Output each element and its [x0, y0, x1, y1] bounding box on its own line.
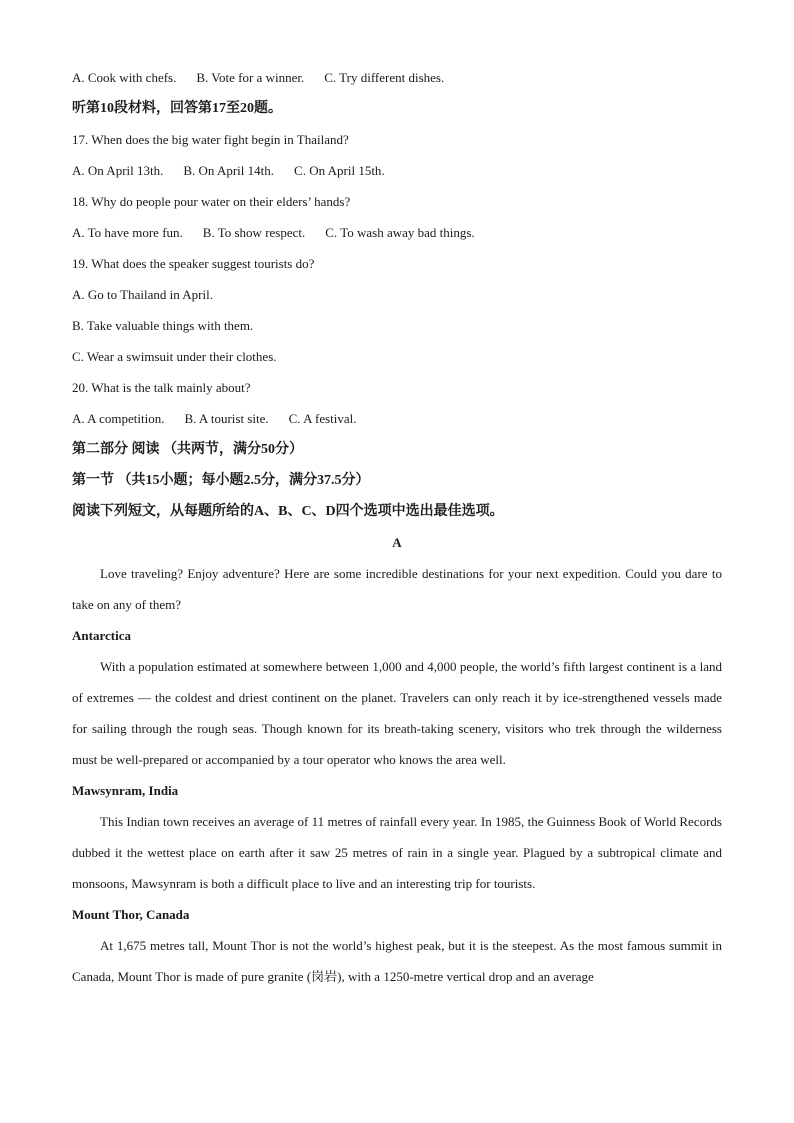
- q17-option-c: C. On April 15th.: [294, 163, 385, 178]
- q17-option-a: A. On April 13th.: [72, 163, 164, 178]
- q18-option-b: B. To show respect.: [202, 225, 306, 240]
- q17-options: [72, 155, 722, 186]
- section-text-mount-thor: At 1,675 metres tall, Mount Thor is not the world’s highest peak, but it is the steepest. As the most famous summit in Canada, Mount Thor is made of pure granite (岗岩), with a 1250-metre vertical drop and an average: [72, 938, 722, 984]
- q18-stem: 18. Why do people pour water on their elders’ hands?: [72, 194, 351, 209]
- q16-option-c: C. Try different dishes.: [324, 70, 445, 85]
- q19-option-c: C. Wear a swimsuit under their clothes.: [72, 349, 277, 364]
- q16-option-b: B. Vote for a winner.: [196, 70, 305, 85]
- section-text-mawsynram: This Indian town receives an average of 11 metres of rainfall every year. In 1985, the Guinness Book of World Records dubbed it the wettest place on earth after it saw 25 metres of rain in a single year. Plagued by a subtropical climate and monsoons, Mawsynram is both a difficult place to live and an interesting trip for tourists.: [72, 814, 722, 891]
- part2-title: 第二部分 阅读 （共两节，满分50分）: [72, 442, 303, 457]
- exam-page: [72, 62, 722, 992]
- section-heading-mawsynram: Mawsynram, India: [72, 783, 179, 798]
- q18-option-c: C. To wash away bad things.: [325, 225, 475, 240]
- q19-option-b: B. Take valuable things with them.: [72, 318, 254, 333]
- passage-label: A: [392, 535, 402, 550]
- passage-intro: Love traveling? Enjoy adventure? Here are some incredible destinations for your next expedition. Could you dare to take on any of them?: [72, 566, 722, 612]
- q16-options: [72, 62, 722, 93]
- q19-option-a: A. Go to Thailand in April.: [72, 287, 213, 302]
- section1-title: 第一节 （共15小题；每小题2.5分，满分37.5分）: [72, 473, 370, 488]
- section10-instruction: 听第10段材料，回答第17至20题。: [72, 101, 282, 116]
- q20-options: [72, 403, 722, 434]
- q17-stem: 17. When does the big water fight begin in Thailand?: [72, 132, 349, 147]
- section-heading-mount-thor: Mount Thor, Canada: [72, 907, 190, 922]
- q20-option-c: C. A festival.: [288, 411, 357, 426]
- q20-option-a: A. A competition.: [72, 411, 165, 426]
- section-text-antarctica: With a population estimated at somewhere between 1,000 and 4,000 people, the world’s fifth largest continent is a land of extremes — the coldest and driest continent on the planet. Travelers can only reach it by ice-strengthened vessels made for sailing through the rough seas. Though known for its breath-taking scenery, visitors who trek through the wilderness must be well-prepared or accompanied by a tour operator who knows the area well.: [72, 659, 722, 767]
- q19-stem: 19. What does the speaker suggest tourists do?: [72, 256, 315, 271]
- section-heading-antarctica: Antarctica: [72, 628, 131, 643]
- q20-option-b: B. A tourist site.: [184, 411, 269, 426]
- q16-option-a: A. Cook with chefs.: [72, 70, 177, 85]
- reading-instruction: 阅读下列短文，从每题所给的A、B、C、D四个选项中选出最佳选项。: [72, 504, 504, 519]
- q17-option-b: B. On April 14th.: [183, 163, 275, 178]
- q18-option-a: A. To have more fun.: [72, 225, 183, 240]
- q20-stem: 20. What is the talk mainly about?: [72, 380, 251, 395]
- q18-options: [72, 217, 722, 248]
